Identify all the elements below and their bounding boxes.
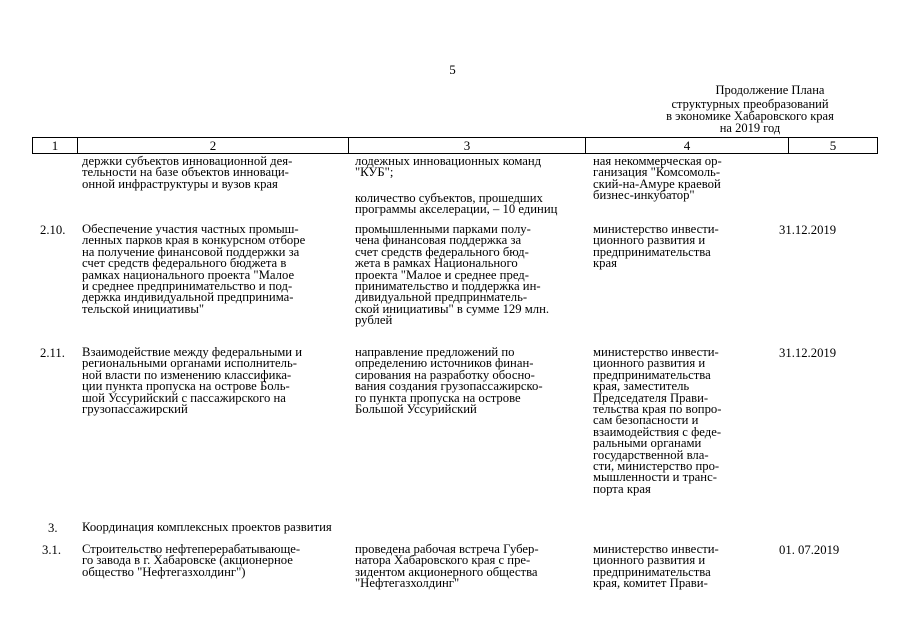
row-cont-responsible: ная некоммерческая ор- ганизация "Комсомоль- ский-на-Амуре краевой бизнес-инкубатор" [593, 154, 722, 203]
row-2-10-date: 31.12.2019 [779, 223, 837, 237]
row-2-10-responsible: министерство инвести- ционного развития и предпринимательства края [593, 222, 719, 271]
table-header [32, 137, 878, 154]
row-cont-result-b: количество субъектов, прошедших программы акселерации, – 10 единиц [355, 191, 558, 217]
row-2-10-result: промышленными парками полу- чена финансовая поддержка за счет средств федерального бюд- жета в рамках Национального проекта "Малое и среднее пред- принимательство и поддержка ин- дивидуальной предпринматель- ской инициативы" в сумме 129 млн. рублей [355, 222, 550, 328]
section-3-title: Координация комплексных проектов развития [82, 520, 332, 534]
row-2-10-description: Обеспечение участия частных промыш- ленных парков края в конкурсном отборе на получение финансовой поддержки за счет средств федерального бюджета в рамках национального проекта "Малое и среднее предпринимательство и под- держка индивидуальной предпринима- тельской инициативы" [82, 222, 306, 316]
continuation-title: Продолжение Плана [715, 83, 825, 97]
header-col-5: 5 [829, 138, 837, 153]
header-col-2: 2 [78, 138, 349, 153]
row-3-1-date: 01. 07.2019 [779, 543, 840, 557]
row-2-11-description: Взаимодействие между федеральными и региональными органами исполнитель- ной власти по изменению классифика- ции пункта пропуска на острове Боль- шой Уссурийский с пассажирского на грузопассажирский [82, 345, 303, 417]
row-3-1-result: проведена рабочая встреча Губер- натора Хабаровского края с пре- зидентом акционерного общества "Нефтегазхолдинг" [355, 542, 539, 591]
row-2-11-result: направление предложений по определению источников финан- сирования на разработку обосно- вания создания грузопассажирско- го пункта пропуска на острове Большой Уссурийский [355, 345, 543, 417]
row-cont-result-a: лодежных инновационных команд "КУБ"; [355, 154, 542, 180]
section-3-number: 3. [48, 521, 58, 535]
page-number: 5 [449, 62, 456, 77]
row-3-1-number: 3.1. [42, 543, 62, 557]
header-col-3: 3 [349, 138, 586, 153]
header-col-4: 4 [586, 138, 789, 153]
row-cont-description: держки субъектов инновационной дея- тельности на базе объектов инноваци- онной инфраструктуры и вузов края [82, 154, 293, 191]
row-3-1-responsible: министерство инвести- ционного развития и предпринимательства края, комитет Прави- [593, 542, 719, 591]
continuation-subtitle: структурных преобразований в экономике Хабаровского края на 2019 год [666, 97, 834, 135]
row-2-11-responsible: министерство инвести- ционного развития и предпринимательства края, заместитель Председателя Прави- тельства края по вопро- сам безопасности и взаимодействия с феде- ральными органами государственной вла- сти, министерство про- мышленности и транс- порта края [593, 345, 722, 496]
row-2-11-date: 31.12.2019 [779, 346, 837, 360]
row-2-11-number: 2.11. [40, 346, 65, 360]
header-col-1: 1 [33, 138, 78, 153]
row-2-10-number: 2.10. [40, 223, 66, 237]
row-3-1-description: Строительство нефтеперерабатывающе- го завода в г. Хабаровске (акционерное общество "Нефтегазхолдинг") [82, 542, 301, 579]
